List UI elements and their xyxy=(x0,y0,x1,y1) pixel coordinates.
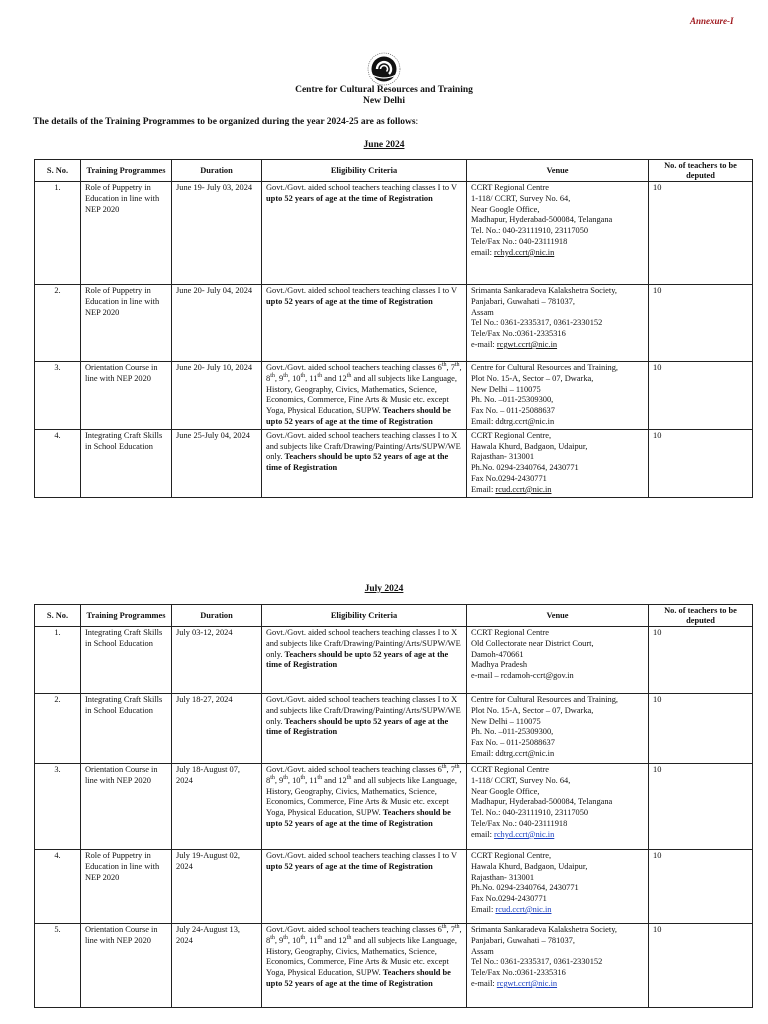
venue-line: Email: ddtrg.ccrt@nic.in xyxy=(471,748,555,758)
table-row xyxy=(35,924,753,1008)
june-title: June 2024 xyxy=(363,140,405,150)
header-sno: S. No. xyxy=(35,605,81,627)
intro-bold: The details of the Training Programmes to be organized during the year 2024-25 are as follows xyxy=(33,117,416,127)
header-programme: Training Programmes xyxy=(81,160,172,182)
venue-line: Fax No. – 011-25088637 xyxy=(471,406,555,416)
cell-teachers: 10 xyxy=(649,627,753,694)
venue-line: Tele/Fax No.:0361-2335316 xyxy=(471,329,566,339)
venue-line: CCRT Regional Centre xyxy=(471,183,549,192)
cell-duration: July 19-August 02, 2024 xyxy=(172,850,262,924)
header-sno: S. No. xyxy=(35,160,81,182)
table-header-row xyxy=(35,160,753,182)
criteria-age-limit: Teachers should be upto 52 years of age at the time of Registration xyxy=(266,406,451,426)
cell-programme: Orientation Course in line with NEP 2020 xyxy=(81,764,172,850)
venue-line: Damoh-470661 xyxy=(471,649,524,659)
july-table xyxy=(34,604,753,1008)
criteria-text: Govt./Govt. aided school teachers teaching classes I to V xyxy=(266,851,457,860)
table-row xyxy=(35,182,753,285)
venue-line: Ph.No. 0294-2340764, 2430771 xyxy=(471,463,579,473)
criteria-text: Govt./Govt. aided school teachers teaching classes I to X and subjects like Craft/Drawing/Painting/Arts/SUPW/WE only. xyxy=(266,695,461,726)
cell-venue xyxy=(467,362,649,430)
venue-line: Panjabari, Guwahati – 781037, xyxy=(471,935,575,945)
cell-programme: Orientation Course in line with NEP 2020 xyxy=(81,924,172,1008)
venue-line: Centre for Cultural Resources and Training, xyxy=(471,363,619,372)
email-label: e-mail: xyxy=(471,339,497,349)
criteria-text: Govt./Govt. aided school teachers teaching classes I to X and subjects like Craft/Drawing/Painting/Arts/SUPW/WE only. xyxy=(266,430,461,462)
cell-eligibility xyxy=(262,362,467,430)
cell-venue xyxy=(467,694,649,764)
venue-line: Tel. No.: 040-23111910, 23117050 xyxy=(471,226,589,236)
venue-line: Tele/Fax No.: 040-23111918 xyxy=(471,236,568,246)
header-venue: Venue xyxy=(467,160,649,182)
venue-email-line xyxy=(471,979,644,990)
email-label: email: xyxy=(471,829,495,839)
cell-duration: July 18-August 07, 2024 xyxy=(172,764,262,850)
cell-sno: 3. xyxy=(35,362,81,430)
cell-venue xyxy=(467,764,649,850)
table-row xyxy=(35,850,753,924)
venue-line: Near Google Office, xyxy=(471,204,540,214)
header-eligibility: Eligibility Criteria xyxy=(262,160,467,182)
cell-teachers: 10 xyxy=(649,285,753,362)
criteria-age-limit: Teachers should be upto 52 years of age at the time of Registration xyxy=(266,452,449,473)
venue-line: CCRT Regional Centre, xyxy=(471,851,552,860)
venue-line: Plot No. 15-A, Sector – 07, Dwarka, xyxy=(471,705,594,715)
cell-teachers: 10 xyxy=(649,764,753,850)
email-label: e-mail: xyxy=(471,978,497,988)
cell-sno: 3. xyxy=(35,764,81,850)
criteria-text: Govt./Govt. aided school teachers teaching classes 6th, 7th, 8th, 9th, 10th, 11th and 12th and all subjects like Language, History, Geography, Civics, Mathematics, Science, Economics, Commerce, Fine Arts & Music etc. except Yoga, Physical Education, SUPW. xyxy=(266,924,462,978)
email-label: Email: xyxy=(471,904,496,914)
cell-duration: June 20- July 10, 2024 xyxy=(172,362,262,430)
venue-line: Srimanta Sankaradeva Kalakshetra Society, xyxy=(471,286,617,295)
table-row xyxy=(35,285,753,362)
venue-line: 1-118/ CCRT, Survey No. 64, xyxy=(471,193,571,203)
venue-line: Tel No.: 0361-2335317, 0361-2330152 xyxy=(471,957,603,967)
annexure-label: Annexure-I xyxy=(690,16,734,26)
cell-eligibility xyxy=(262,850,467,924)
email-label: email: xyxy=(471,247,495,257)
venue-email-line xyxy=(471,248,644,259)
venue-line: New Delhi – 110075 xyxy=(471,384,541,394)
criteria-text: Govt./Govt. aided school teachers teaching classes I to X and subjects like Craft/Drawing/Painting/Arts/SUPW/WE only. xyxy=(266,628,461,659)
cell-venue xyxy=(467,429,649,497)
cell-programme: Integrating Craft Skills in School Education xyxy=(81,429,172,497)
cell-sno: 2. xyxy=(35,285,81,362)
header-teachers: No. of teachers to be deputed xyxy=(649,160,753,182)
criteria-age-limit: Teachers should be upto 52 years of age at the time of Registration xyxy=(266,649,449,670)
venue-line: Email: ddtrg.ccrt@nic.in xyxy=(471,416,555,426)
venue-line: Plot No. 15-A, Sector – 07, Dwarka, xyxy=(471,373,594,383)
cell-programme: Integrating Craft Skills in School Education xyxy=(81,627,172,694)
cell-sno: 4. xyxy=(35,850,81,924)
criteria-text: Govt./Govt. aided school teachers teaching classes 6th, 7th, 8th, 9th, 10th, 11th and 12th and all subjects like Language, History, Geography, Civics, Mathematics, Science, Economics, Commerce, Fine Arts & Music etc. except Yoga, Physical Education, SUPW. xyxy=(266,764,462,818)
table-row xyxy=(35,429,753,497)
criteria-age-limit: upto 52 years of age at the time of Registration xyxy=(266,193,433,203)
cell-programme: Role of Puppetry in Education in line with NEP 2020 xyxy=(81,285,172,362)
email-link[interactable]: rcud.ccrt@nic.in xyxy=(495,904,552,914)
venue-line: 1-118/ CCRT, Survey No. 64, xyxy=(471,775,571,785)
org-name: Centre for Cultural Resources and Training xyxy=(295,85,473,95)
cell-duration: June 19- July 03, 2024 xyxy=(172,182,262,285)
venue-line: Ph. No. –011-25309300, xyxy=(471,727,554,737)
cell-programme: Role of Puppetry in Education in line with NEP 2020 xyxy=(81,182,172,285)
email-link[interactable]: rcud.ccrt@nic.in xyxy=(495,484,552,494)
cell-venue xyxy=(467,924,649,1008)
criteria-text: Govt./Govt. aided school teachers teaching classes I to V xyxy=(266,183,457,192)
venue-line: Tele/Fax No.:0361-2335316 xyxy=(471,968,566,978)
july-title: July 2024 xyxy=(364,584,404,594)
criteria-age-limit: upto 52 years of age at the time of Registration xyxy=(266,296,433,306)
table-header-row xyxy=(35,605,753,627)
table-row xyxy=(35,764,753,850)
cell-duration: June 25-July 04, 2024 xyxy=(172,429,262,497)
venue-line: Panjabari, Guwahati – 781037, xyxy=(471,296,575,306)
cell-teachers: 10 xyxy=(649,924,753,1008)
email-link[interactable]: rcgwt.ccrt@nic.in xyxy=(496,978,558,988)
cell-teachers: 10 xyxy=(649,362,753,430)
email-link[interactable]: rchyd.ccrt@nic.in xyxy=(494,247,555,257)
email-label: Email: xyxy=(471,484,496,494)
cell-sno: 1. xyxy=(35,182,81,285)
venue-line: New Delhi – 110075 xyxy=(471,716,541,726)
venue-line: CCRT Regional Centre xyxy=(471,628,549,637)
venue-line: CCRT Regional Centre, xyxy=(471,430,552,440)
cell-programme: Orientation Course in line with NEP 2020 xyxy=(81,362,172,430)
email-link[interactable]: rcgwt.ccrt@nic.in xyxy=(496,339,558,349)
venue-line: e-mail – rcdamoh-ccrt@gov.in xyxy=(471,671,574,681)
venue-line: Hawala Khurd, Badgaon, Udaipur, xyxy=(471,861,588,871)
cell-eligibility xyxy=(262,285,467,362)
venue-line: Fax No. – 011-25088637 xyxy=(471,738,555,748)
cell-duration: July 18-27, 2024 xyxy=(172,694,262,764)
venue-line: Fax No.0294-2430771 xyxy=(471,473,547,483)
venue-line: Ph. No. –011-25309300, xyxy=(471,395,554,405)
cell-sno: 1. xyxy=(35,627,81,694)
cell-eligibility xyxy=(262,694,467,764)
venue-line: Rajasthan- 313001 xyxy=(471,452,535,462)
venue-line: Ph.No. 0294-2340764, 2430771 xyxy=(471,883,579,893)
header-programme: Training Programmes xyxy=(81,605,172,627)
cell-venue xyxy=(467,182,649,285)
cell-eligibility xyxy=(262,764,467,850)
table-row xyxy=(35,627,753,694)
cell-venue xyxy=(467,285,649,362)
venue-email-line xyxy=(471,905,644,916)
cell-duration: July 03-12, 2024 xyxy=(172,627,262,694)
header-eligibility: Eligibility Criteria xyxy=(262,605,467,627)
cell-sno: 4. xyxy=(35,429,81,497)
criteria-age-limit: Teachers should be upto 52 years of age at the time of Registration xyxy=(266,808,451,828)
header-venue: Venue xyxy=(467,605,649,627)
cell-sno: 5. xyxy=(35,924,81,1008)
venue-email-line xyxy=(471,340,644,351)
june-table xyxy=(34,159,753,498)
header-teachers: No. of teachers to be deputed xyxy=(649,605,753,627)
cell-teachers: 10 xyxy=(649,182,753,285)
venue-email-line xyxy=(471,485,644,496)
criteria-age-limit: Teachers should be upto 52 years of age at the time of Registration xyxy=(266,716,449,737)
cell-eligibility xyxy=(262,429,467,497)
header-duration: Duration xyxy=(172,605,262,627)
venue-line: Centre for Cultural Resources and Training, xyxy=(471,695,619,704)
table-row xyxy=(35,362,753,430)
venue-line: CCRT Regional Centre xyxy=(471,765,549,774)
venue-line: Fax No.0294-2430771 xyxy=(471,894,547,904)
venue-line: Madhapur, Hyderabad-500084, Telangana xyxy=(471,215,613,225)
cell-teachers: 10 xyxy=(649,850,753,924)
venue-line: Near Google Office, xyxy=(471,786,540,796)
venue-line: Rajasthan- 313001 xyxy=(471,872,535,882)
intro-colon: : xyxy=(415,117,419,127)
cell-duration: July 24-August 13, 2024 xyxy=(172,924,262,1008)
cell-venue xyxy=(467,850,649,924)
venue-line: Tel No.: 0361-2335317, 0361-2330152 xyxy=(471,318,603,328)
venue-line: Assam xyxy=(471,307,494,317)
cell-eligibility xyxy=(262,924,467,1008)
cell-eligibility xyxy=(262,627,467,694)
cell-teachers: 10 xyxy=(649,694,753,764)
criteria-text: Govt./Govt. aided school teachers teaching classes I to V xyxy=(266,286,457,295)
venue-line: Madhya Pradesh xyxy=(471,660,528,670)
table-row xyxy=(35,694,753,764)
email-link[interactable]: rchyd.ccrt@nic.in xyxy=(494,829,555,839)
criteria-age-limit: Teachers should be upto 52 years of age at the time of Registration xyxy=(266,968,451,988)
venue-line: Madhapur, Hyderabad-500084, Telangana xyxy=(471,797,613,807)
venue-line: Tel. No.: 040-23111910, 23117050 xyxy=(471,808,589,818)
cell-sno: 2. xyxy=(35,694,81,764)
venue-line: Hawala Khurd, Badgaon, Udaipur, xyxy=(471,441,588,451)
venue-line: Assam xyxy=(471,946,494,956)
intro-text xyxy=(33,117,418,127)
july-heading xyxy=(0,584,768,594)
org-city: New Delhi xyxy=(363,96,405,106)
venue-email-line xyxy=(471,830,644,841)
cell-programme: Integrating Craft Skills in School Education xyxy=(81,694,172,764)
cell-venue xyxy=(467,627,649,694)
cell-teachers: 10 xyxy=(649,429,753,497)
venue-line: Tele/Fax No.: 040-23111918 xyxy=(471,818,568,828)
june-heading xyxy=(0,140,768,150)
ccrt-logo xyxy=(362,48,406,88)
cell-duration: June 20- July 04, 2024 xyxy=(172,285,262,362)
cell-programme: Role of Puppetry in Education in line with NEP 2020 xyxy=(81,850,172,924)
criteria-age-limit: upto 52 years of age at the time of Registration xyxy=(266,861,433,871)
criteria-text: Govt./Govt. aided school teachers teaching classes 6th, 7th, 8th, 9th, 10th, 11th and 12th and all subjects like Language, History, Geography, Civics, Mathematics, Science, Economics, Commerce, Fine Arts & Music etc. except Yoga, Physical Education, SUPW. xyxy=(266,362,462,416)
venue-line: Old Collectorate near District Court, xyxy=(471,638,594,648)
cell-eligibility xyxy=(262,182,467,285)
venue-line: Srimanta Sankaradeva Kalakshetra Society, xyxy=(471,925,617,934)
header-duration: Duration xyxy=(172,160,262,182)
